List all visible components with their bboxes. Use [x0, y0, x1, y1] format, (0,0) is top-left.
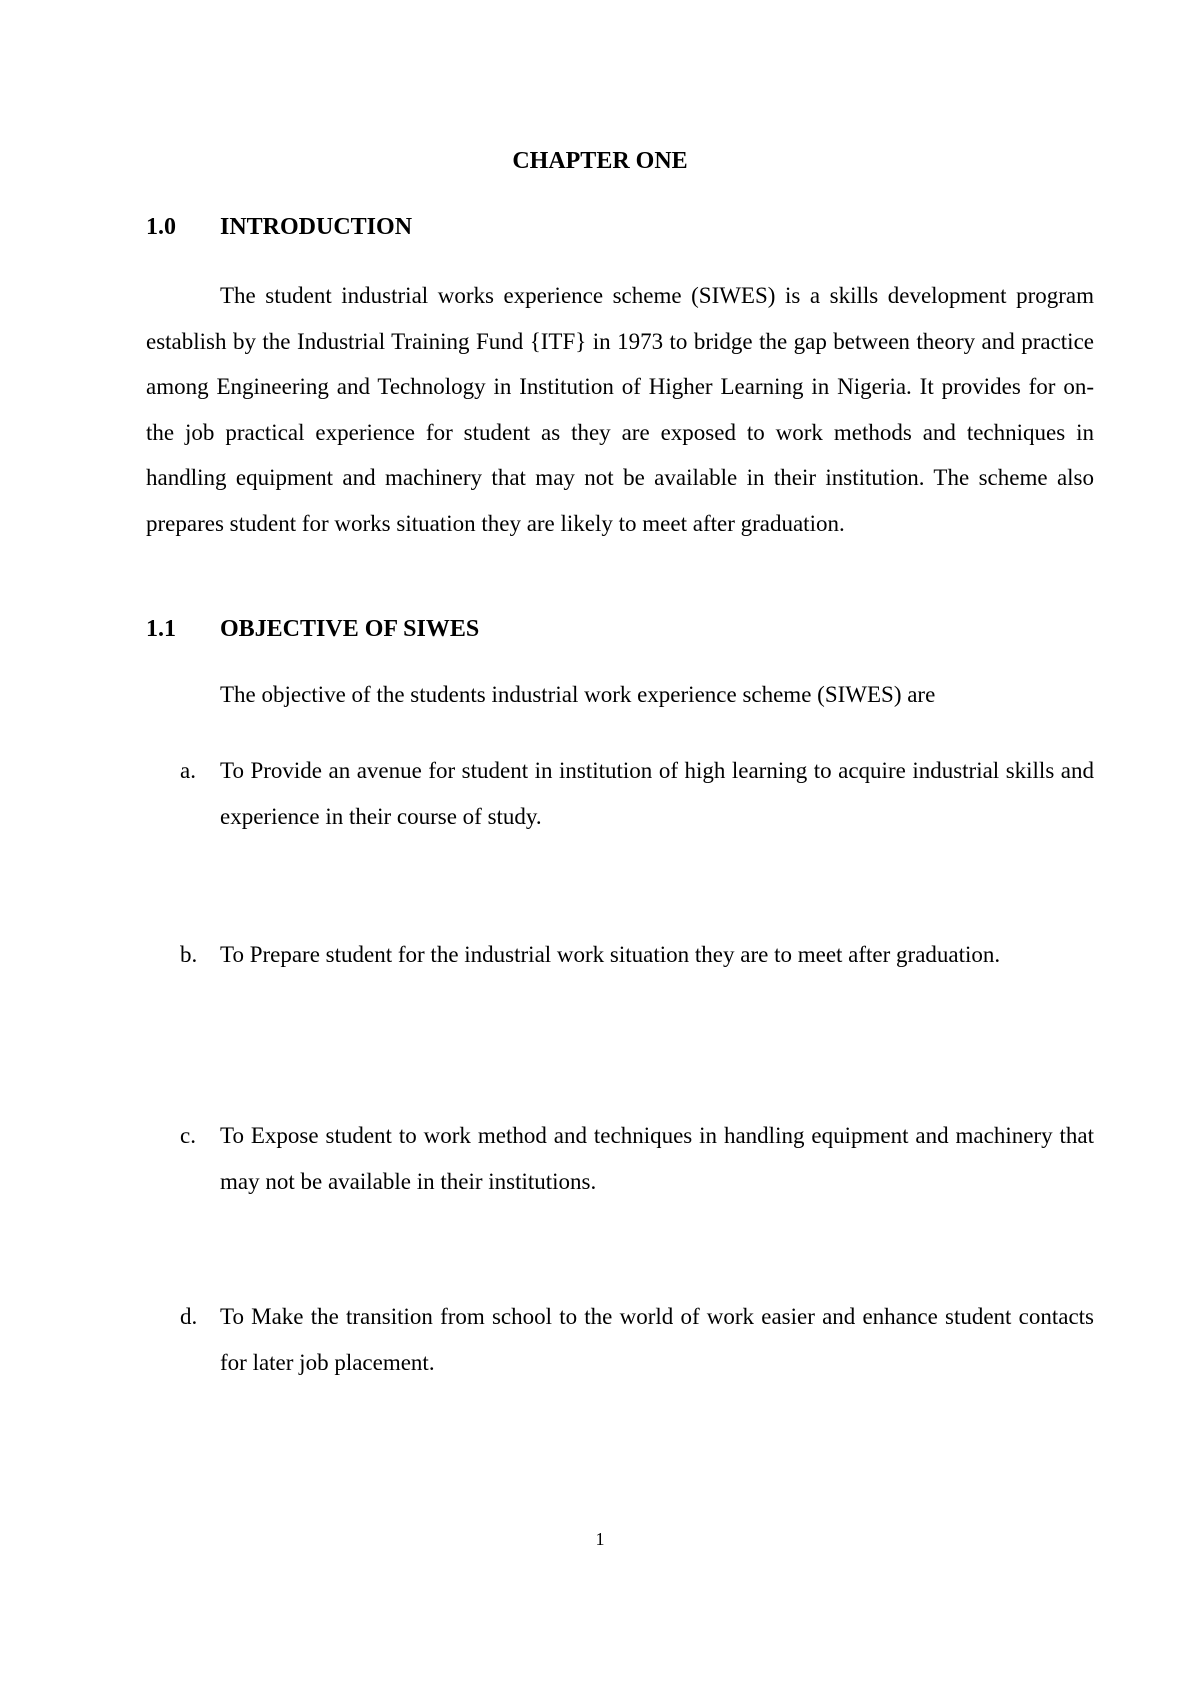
list-item-text: To Expose student to work method and techniques in handling equipment and machinery that may not be available in their institutions.	[220, 1123, 1094, 1194]
list-marker: b.	[180, 942, 198, 967]
introduction-heading	[146, 212, 412, 242]
introduction-paragraph: The student industrial works experience scheme (SIWES) is a skills development program establish by the Industrial Training Fund {ITF} in 1973 to bridge the gap between theory and practice among Engineering and Technology in Institution of Higher Learning in Nigeria. It provides for on- the job practical experience for student as they are exposed to work methods and techniques in handling equipment and machinery that may not be available in their institution. The scheme also prepares student for works situation they are likely to meet after graduation.	[146, 283, 1094, 536]
section-title: INTRODUCTION	[220, 214, 413, 240]
chapter-title: CHAPTER ONE	[512, 148, 688, 174]
objective-heading	[146, 614, 479, 644]
list-item	[146, 932, 1094, 978]
section-number: 1.1	[146, 616, 176, 642]
list-item	[146, 1113, 1094, 1204]
list-item-text: To Make the transition from school to the world of work easier and enhance student contacts for later job placement.	[220, 1304, 1094, 1375]
list-item	[146, 748, 1094, 839]
list-item-text: To Prepare student for the industrial work situation they are to meet after graduation.	[220, 942, 1001, 967]
page-number: 1	[595, 1529, 605, 1549]
objectives-lead: The objective of the students industrial work experience scheme (SIWES) are	[220, 682, 936, 707]
list-item-text: To Provide an avenue for student in institution of high learning to acquire industrial skills and experience in their course of study.	[220, 758, 1094, 829]
list-marker: a.	[180, 758, 196, 783]
section-number: 1.0	[146, 214, 176, 240]
list-marker: c.	[180, 1123, 196, 1148]
list-marker: d.	[180, 1304, 198, 1329]
section-title: OBJECTIVE OF SIWES	[220, 616, 480, 642]
list-item	[146, 1294, 1094, 1385]
